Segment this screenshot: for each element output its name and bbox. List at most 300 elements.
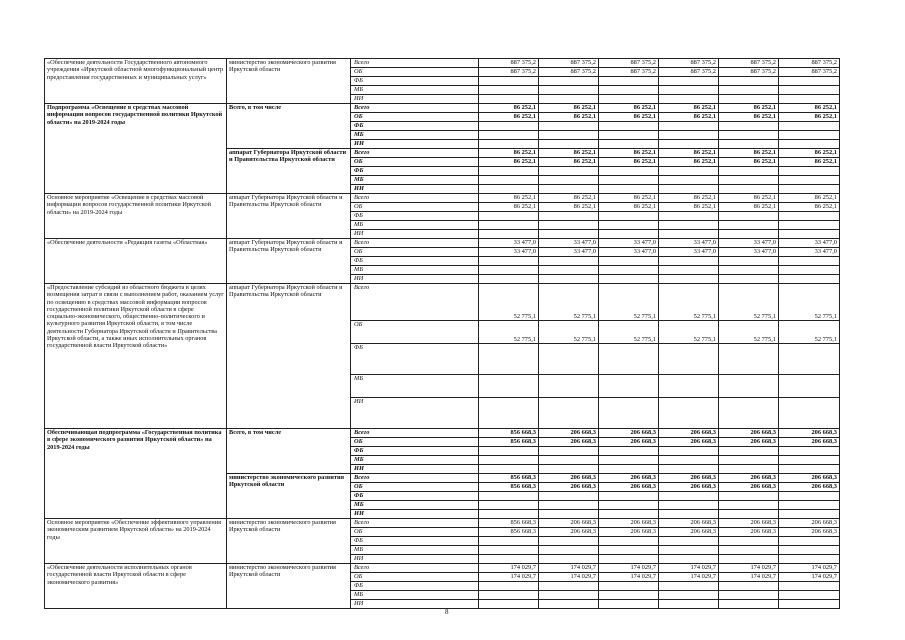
amount-cell: 86 252,1 <box>479 194 539 203</box>
amount-cell <box>599 546 659 555</box>
funding-source: ОБ <box>351 248 479 257</box>
amount-cell <box>719 582 779 591</box>
amount-cell: 52 775,1 <box>659 321 719 344</box>
amount-cell: 86 252,1 <box>599 104 659 113</box>
funding-source: ФБ <box>351 122 479 131</box>
amount-cell: 52 775,1 <box>599 321 659 344</box>
amount-cell <box>659 131 719 140</box>
amount-cell: 86 252,1 <box>599 203 659 212</box>
amount-cell: 52 775,1 <box>779 321 840 344</box>
amount-cell <box>719 492 779 501</box>
amount-cell <box>479 555 539 564</box>
amount-cell <box>779 456 840 465</box>
amount-cell: 52 775,1 <box>719 284 779 321</box>
amount-cell <box>539 167 599 176</box>
amount-cell <box>479 131 539 140</box>
budget-table <box>44 58 840 609</box>
amount-cell <box>659 266 719 275</box>
amount-cell <box>539 95 599 104</box>
table-row <box>45 194 840 203</box>
amount-cell <box>719 140 779 149</box>
amount-cell: 86 252,1 <box>659 194 719 203</box>
amount-cell: 206 668,3 <box>539 528 599 537</box>
amount-cell: 206 668,3 <box>719 528 779 537</box>
amount-cell <box>479 122 539 131</box>
funding-source: ФБ <box>351 167 479 176</box>
amount-cell: 86 252,1 <box>479 149 539 158</box>
amount-cell <box>479 375 539 398</box>
amount-cell <box>539 501 599 510</box>
amount-cell <box>779 465 840 474</box>
amount-cell <box>659 344 719 375</box>
funding-source: ИИ <box>351 230 479 239</box>
funding-source: ФБ <box>351 492 479 501</box>
amount-cell <box>599 77 659 86</box>
amount-cell: 86 252,1 <box>479 113 539 122</box>
amount-cell <box>719 546 779 555</box>
amount-cell <box>779 555 840 564</box>
amount-cell: 33 477,0 <box>779 239 840 248</box>
amount-cell <box>479 275 539 284</box>
amount-cell <box>479 257 539 266</box>
amount-cell: 52 775,1 <box>659 284 719 321</box>
amount-cell: 856 668,3 <box>479 528 539 537</box>
amount-cell <box>779 510 840 519</box>
amount-cell: 86 252,1 <box>599 113 659 122</box>
amount-cell: 33 477,0 <box>719 248 779 257</box>
amount-cell <box>659 591 719 600</box>
amount-cell <box>779 600 840 609</box>
amount-cell: 856 668,3 <box>479 438 539 447</box>
amount-cell <box>719 230 779 239</box>
program-name: «Предоставление субсидий из областного бюджета в целях возмещения затрат в связи с выполнением работ, оказанием услуг по освещению в средствах массовой информации вопросов государственной политики Иркутской области в сфере социально-экономического, общественно-политического и культурного развития Иркутской области, в том числе деятельности Губернатора Иркутской области и Правительства Иркутской области, а также иных исполнительных органов государственной власти Иркутской области» <box>45 284 227 429</box>
amount-cell: 86 252,1 <box>779 194 840 203</box>
funding-source: ИИ <box>351 185 479 194</box>
amount-cell <box>599 167 659 176</box>
executor-name: аппарат Губернатора Иркутской области и Правительства Иркутской области <box>227 284 351 429</box>
amount-cell <box>599 95 659 104</box>
amount-cell <box>599 398 659 429</box>
amount-cell: 86 252,1 <box>539 113 599 122</box>
amount-cell <box>599 266 659 275</box>
amount-cell: 33 477,0 <box>479 239 539 248</box>
amount-cell: 86 252,1 <box>659 104 719 113</box>
amount-cell <box>539 131 599 140</box>
funding-source: ФБ <box>351 537 479 546</box>
funding-source: ИИ <box>351 95 479 104</box>
program-name: Подпрограмма «Освещение в средствах массовой информации вопросов государственной политики Иркутской области» на 2019-2024 годы <box>45 104 227 194</box>
amount-cell <box>539 492 599 501</box>
funding-source: Всего <box>351 194 479 203</box>
amount-cell <box>599 344 659 375</box>
amount-cell: 206 668,3 <box>779 474 840 483</box>
amount-cell <box>539 555 599 564</box>
amount-cell: 206 668,3 <box>779 438 840 447</box>
funding-source: ИИ <box>351 275 479 284</box>
amount-cell <box>719 221 779 230</box>
program-name: «Обеспечение деятельности Государственного автономного учреждения «Иркутской областной многофункциональный центр предоставления государственных и муниципальных услуг» <box>45 59 227 104</box>
amount-cell <box>779 501 840 510</box>
amount-cell <box>599 591 659 600</box>
funding-source: МБ <box>351 546 479 555</box>
amount-cell <box>599 600 659 609</box>
amount-cell <box>539 77 599 86</box>
amount-cell: 887 375,2 <box>539 59 599 68</box>
amount-cell <box>539 456 599 465</box>
amount-cell: 206 668,3 <box>539 519 599 528</box>
amount-cell: 206 668,3 <box>719 438 779 447</box>
amount-cell: 86 252,1 <box>659 203 719 212</box>
amount-cell: 86 252,1 <box>539 149 599 158</box>
amount-cell: 52 775,1 <box>719 321 779 344</box>
amount-cell <box>719 86 779 95</box>
amount-cell <box>779 582 840 591</box>
amount-cell: 174 029,7 <box>659 564 719 573</box>
amount-cell: 206 668,3 <box>599 438 659 447</box>
amount-cell <box>719 275 779 284</box>
amount-cell: 856 668,3 <box>479 483 539 492</box>
amount-cell <box>539 465 599 474</box>
amount-cell <box>719 185 779 194</box>
amount-cell <box>599 492 659 501</box>
amount-cell: 206 668,3 <box>779 429 840 438</box>
amount-cell <box>719 95 779 104</box>
amount-cell <box>659 176 719 185</box>
amount-cell: 86 252,1 <box>479 104 539 113</box>
amount-cell <box>779 344 840 375</box>
amount-cell: 52 775,1 <box>479 321 539 344</box>
amount-cell: 174 029,7 <box>479 573 539 582</box>
amount-cell <box>479 447 539 456</box>
amount-cell <box>719 456 779 465</box>
amount-cell: 52 775,1 <box>539 321 599 344</box>
amount-cell: 86 252,1 <box>659 149 719 158</box>
amount-cell: 174 029,7 <box>719 564 779 573</box>
amount-cell <box>719 257 779 266</box>
amount-cell: 33 477,0 <box>659 239 719 248</box>
amount-cell: 206 668,3 <box>599 429 659 438</box>
funding-source: ФБ <box>351 77 479 86</box>
amount-cell: 174 029,7 <box>659 573 719 582</box>
amount-cell: 86 252,1 <box>479 158 539 167</box>
amount-cell <box>659 600 719 609</box>
funding-source: МБ <box>351 501 479 510</box>
amount-cell <box>479 492 539 501</box>
amount-cell <box>599 501 659 510</box>
amount-cell: 86 252,1 <box>599 158 659 167</box>
funding-source: ФБ <box>351 447 479 456</box>
amount-cell <box>539 86 599 95</box>
amount-cell: 206 668,3 <box>659 429 719 438</box>
amount-cell <box>599 212 659 221</box>
amount-cell: 206 668,3 <box>779 528 840 537</box>
amount-cell <box>479 266 539 275</box>
amount-cell <box>599 465 659 474</box>
amount-cell: 86 252,1 <box>539 158 599 167</box>
amount-cell <box>479 456 539 465</box>
amount-cell: 52 775,1 <box>539 284 599 321</box>
funding-source: МБ <box>351 456 479 465</box>
amount-cell <box>479 465 539 474</box>
table-row <box>45 284 840 321</box>
amount-cell <box>779 167 840 176</box>
amount-cell <box>599 140 659 149</box>
amount-cell <box>539 140 599 149</box>
amount-cell: 33 477,0 <box>659 248 719 257</box>
amount-cell <box>719 600 779 609</box>
executor-name: министерство экономического развития Иркутской области <box>227 564 351 609</box>
amount-cell: 86 252,1 <box>779 104 840 113</box>
amount-cell: 86 252,1 <box>719 149 779 158</box>
amount-cell <box>599 456 659 465</box>
amount-cell <box>479 537 539 546</box>
amount-cell <box>479 176 539 185</box>
amount-cell: 174 029,7 <box>539 564 599 573</box>
amount-cell <box>659 546 719 555</box>
amount-cell: 86 252,1 <box>719 158 779 167</box>
funding-source: ОБ <box>351 321 479 344</box>
funding-source: ИИ <box>351 465 479 474</box>
amount-cell: 887 375,2 <box>659 68 719 77</box>
funding-source: ОБ <box>351 203 479 212</box>
amount-cell: 174 029,7 <box>779 564 840 573</box>
amount-cell <box>779 140 840 149</box>
executor-name: аппарат Губернатора Иркутской области и Правительства Иркутской области <box>227 239 351 284</box>
amount-cell: 206 668,3 <box>659 483 719 492</box>
amount-cell: 86 252,1 <box>539 194 599 203</box>
amount-cell <box>659 510 719 519</box>
amount-cell <box>779 77 840 86</box>
amount-cell <box>539 212 599 221</box>
amount-cell <box>719 398 779 429</box>
amount-cell <box>719 537 779 546</box>
amount-cell: 206 668,3 <box>539 474 599 483</box>
amount-cell: 206 668,3 <box>539 429 599 438</box>
funding-source: ОБ <box>351 483 479 492</box>
funding-source: ОБ <box>351 573 479 582</box>
amount-cell <box>479 591 539 600</box>
amount-cell <box>659 501 719 510</box>
amount-cell <box>659 140 719 149</box>
amount-cell: 33 477,0 <box>779 248 840 257</box>
amount-cell <box>539 398 599 429</box>
amount-cell: 33 477,0 <box>599 248 659 257</box>
amount-cell <box>659 447 719 456</box>
funding-source: ФБ <box>351 582 479 591</box>
funding-source: Всего <box>351 284 479 321</box>
amount-cell <box>779 95 840 104</box>
amount-cell <box>599 537 659 546</box>
amount-cell <box>719 344 779 375</box>
amount-cell <box>599 257 659 266</box>
amount-cell: 206 668,3 <box>599 483 659 492</box>
funding-source: Всего <box>351 474 479 483</box>
amount-cell: 887 375,2 <box>779 68 840 77</box>
executor-name: аппарат Губернатора Иркутской области и Правительства Иркутской области <box>227 149 351 194</box>
amount-cell <box>779 546 840 555</box>
amount-cell: 86 252,1 <box>779 158 840 167</box>
funding-source: ОБ <box>351 528 479 537</box>
amount-cell <box>659 537 719 546</box>
amount-cell: 86 252,1 <box>659 113 719 122</box>
amount-cell: 206 668,3 <box>539 483 599 492</box>
amount-cell <box>479 501 539 510</box>
amount-cell <box>539 275 599 284</box>
amount-cell <box>779 447 840 456</box>
funding-source: Всего <box>351 104 479 113</box>
amount-cell <box>599 230 659 239</box>
amount-cell <box>539 344 599 375</box>
funding-source: МБ <box>351 266 479 275</box>
funding-source: ИИ <box>351 510 479 519</box>
amount-cell <box>539 582 599 591</box>
amount-cell: 206 668,3 <box>599 519 659 528</box>
amount-cell: 887 375,2 <box>599 68 659 77</box>
program-name: Основное мероприятие «Обеспечение эффективного управления экономическим развитием Иркутской области» на 2019-2024 годы <box>45 519 227 564</box>
funding-source: МБ <box>351 375 479 398</box>
program-name: «Обеспечение деятельности исполнительных органов государственной власти Иркутской области в сфере экономического развития» <box>45 564 227 609</box>
funding-source: ОБ <box>351 113 479 122</box>
amount-cell: 86 252,1 <box>539 203 599 212</box>
amount-cell <box>779 176 840 185</box>
amount-cell: 206 668,3 <box>539 438 599 447</box>
amount-cell <box>539 447 599 456</box>
executor-name: Всего, в том числе <box>227 429 351 474</box>
amount-cell: 206 668,3 <box>779 483 840 492</box>
amount-cell <box>659 86 719 95</box>
amount-cell: 174 029,7 <box>599 564 659 573</box>
amount-cell: 86 252,1 <box>719 203 779 212</box>
amount-cell: 887 375,2 <box>719 68 779 77</box>
amount-cell <box>479 167 539 176</box>
amount-cell: 206 668,3 <box>659 438 719 447</box>
funding-source: ФБ <box>351 212 479 221</box>
amount-cell: 174 029,7 <box>599 573 659 582</box>
amount-cell <box>779 230 840 239</box>
funding-source: ИИ <box>351 600 479 609</box>
amount-cell: 206 668,3 <box>779 519 840 528</box>
amount-cell <box>539 230 599 239</box>
amount-cell <box>599 582 659 591</box>
amount-cell <box>479 221 539 230</box>
amount-cell <box>659 230 719 239</box>
amount-cell <box>719 375 779 398</box>
amount-cell <box>479 600 539 609</box>
amount-cell <box>479 582 539 591</box>
amount-cell <box>599 122 659 131</box>
funding-source: ИИ <box>351 555 479 564</box>
amount-cell <box>719 176 779 185</box>
amount-cell <box>779 266 840 275</box>
amount-cell <box>659 582 719 591</box>
funding-source: ИИ <box>351 140 479 149</box>
funding-source: ОБ <box>351 158 479 167</box>
amount-cell <box>479 510 539 519</box>
executor-name: министерство экономического развития Иркутской области <box>227 59 351 104</box>
amount-cell <box>539 257 599 266</box>
amount-cell: 206 668,3 <box>719 429 779 438</box>
amount-cell <box>779 398 840 429</box>
amount-cell: 86 252,1 <box>719 113 779 122</box>
amount-cell <box>659 555 719 564</box>
amount-cell: 86 252,1 <box>599 149 659 158</box>
amount-cell <box>659 167 719 176</box>
funding-source: ОБ <box>351 68 479 77</box>
amount-cell <box>719 555 779 564</box>
amount-cell <box>479 230 539 239</box>
funding-source: Всего <box>351 59 479 68</box>
executor-name: министерство экономического развития Иркутской области <box>227 474 351 519</box>
amount-cell: 33 477,0 <box>539 248 599 257</box>
amount-cell <box>479 212 539 221</box>
executor-name: министерство экономического развития Иркутской области <box>227 519 351 564</box>
amount-cell <box>539 221 599 230</box>
amount-cell <box>719 501 779 510</box>
amount-cell: 206 668,3 <box>599 474 659 483</box>
amount-cell: 86 252,1 <box>719 194 779 203</box>
funding-source: Всего <box>351 429 479 438</box>
table-row <box>45 239 840 248</box>
amount-cell: 86 252,1 <box>719 104 779 113</box>
amount-cell: 856 668,3 <box>479 429 539 438</box>
funding-source: МБ <box>351 176 479 185</box>
amount-cell <box>479 546 539 555</box>
amount-cell <box>599 131 659 140</box>
amount-cell: 206 668,3 <box>659 519 719 528</box>
funding-source: Всего <box>351 149 479 158</box>
funding-source: Всего <box>351 519 479 528</box>
amount-cell: 887 375,2 <box>779 59 840 68</box>
amount-cell <box>779 131 840 140</box>
amount-cell: 33 477,0 <box>539 239 599 248</box>
amount-cell <box>659 492 719 501</box>
amount-cell <box>719 77 779 86</box>
amount-cell <box>779 275 840 284</box>
amount-cell <box>599 375 659 398</box>
amount-cell: 86 252,1 <box>779 113 840 122</box>
executor-name: аппарат Губернатора Иркутской области и Правительства Иркутской области <box>227 194 351 239</box>
amount-cell <box>539 537 599 546</box>
amount-cell <box>599 447 659 456</box>
amount-cell <box>659 212 719 221</box>
amount-cell <box>599 510 659 519</box>
amount-cell: 86 252,1 <box>779 149 840 158</box>
amount-cell: 206 668,3 <box>719 483 779 492</box>
amount-cell <box>659 375 719 398</box>
amount-cell <box>659 185 719 194</box>
funding-source: МБ <box>351 86 479 95</box>
amount-cell <box>659 221 719 230</box>
amount-cell: 86 252,1 <box>599 194 659 203</box>
amount-cell <box>659 465 719 474</box>
amount-cell <box>599 86 659 95</box>
amount-cell: 887 375,2 <box>659 59 719 68</box>
amount-cell <box>719 447 779 456</box>
table-row <box>45 519 840 528</box>
amount-cell <box>719 131 779 140</box>
amount-cell <box>539 176 599 185</box>
amount-cell <box>719 465 779 474</box>
amount-cell <box>479 185 539 194</box>
funding-source: МБ <box>351 131 479 140</box>
amount-cell <box>779 375 840 398</box>
amount-cell <box>779 537 840 546</box>
amount-cell <box>779 212 840 221</box>
amount-cell: 206 668,3 <box>659 528 719 537</box>
amount-cell <box>779 86 840 95</box>
amount-cell: 856 668,3 <box>479 519 539 528</box>
funding-source: ИИ <box>351 398 479 429</box>
